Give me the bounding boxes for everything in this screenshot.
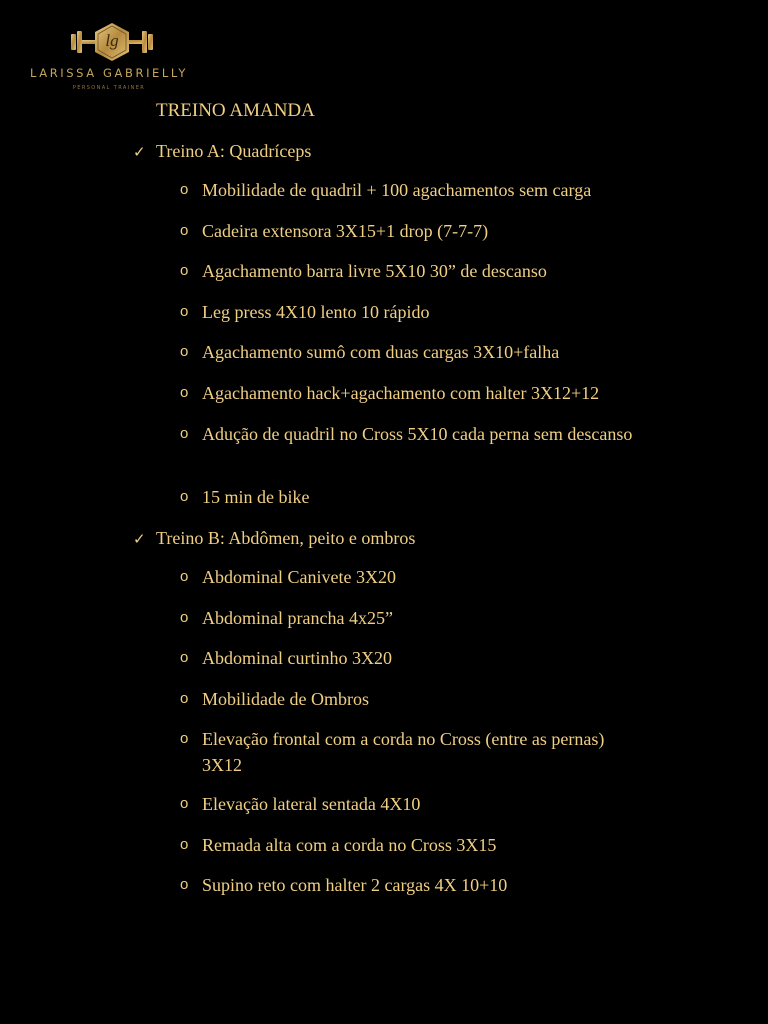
brand-subtitle: PERSONAL TRAINER — [72, 85, 146, 91]
exercise-text: Elevação frontal com a corda no Cross (entre as pernas) 3X12 — [202, 729, 605, 775]
bullet-icon: o — [180, 609, 189, 626]
exercise-text: Mobilidade de quadril + 100 agachamentos sem carga — [202, 180, 592, 200]
bullet-icon: o — [180, 690, 189, 707]
brand-name: LARISSA GABRIELLY — [29, 66, 189, 80]
list-item — [180, 380, 650, 406]
bullet-icon: o — [180, 425, 189, 442]
list-item — [180, 421, 640, 447]
bullet-icon: o — [180, 222, 189, 239]
list-item — [180, 791, 650, 817]
checkmark-icon: ✓ — [133, 143, 146, 161]
bullet-icon: o — [180, 384, 189, 401]
list-item — [180, 605, 650, 631]
bullet-icon: o — [180, 795, 189, 812]
list-item — [180, 218, 650, 244]
list-item — [180, 872, 650, 898]
section-heading-a — [133, 138, 311, 165]
exercise-text: Adução de quadril no Cross 5X10 cada perna sem descanso — [202, 424, 633, 444]
list-item — [180, 177, 650, 203]
exercise-text: Cadeira extensora 3X15+1 drop (7-7-7) — [202, 221, 489, 241]
list-item — [180, 339, 650, 365]
exercise-text: Leg press 4X10 lento 10 rápido — [202, 302, 430, 322]
bullet-icon: o — [180, 836, 189, 853]
list-item — [180, 299, 650, 325]
bullet-icon: o — [180, 876, 189, 893]
section-heading-text: Treino A: Quadríceps — [156, 141, 312, 161]
bullet-icon: o — [180, 568, 189, 585]
exercise-text: Abdominal curtinho 3X20 — [202, 648, 392, 668]
list-item — [180, 832, 650, 858]
list-item — [180, 258, 650, 284]
list-item — [180, 484, 650, 510]
bullet-icon: o — [180, 303, 189, 320]
exercise-text: Supino reto com halter 2 cargas 4X 10+10 — [202, 875, 508, 895]
exercise-text: Abdominal Canivete 3X20 — [202, 567, 396, 587]
exercise-text: Agachamento sumô com duas cargas 3X10+falha — [202, 342, 560, 362]
exercise-text: Remada alta com a corda no Cross 3X15 — [202, 835, 497, 855]
logo-monogram: lg — [105, 31, 119, 50]
list-item — [180, 645, 650, 671]
exercise-text: 15 min de bike — [202, 487, 310, 507]
bullet-icon: o — [180, 649, 189, 666]
list-item — [180, 564, 650, 590]
document-title: TREINO AMANDA — [156, 100, 315, 121]
brand-logo — [14, 20, 204, 96]
exercise-text: Mobilidade de Ombros — [202, 689, 369, 709]
list-item — [180, 726, 620, 778]
bullet-icon: o — [180, 488, 189, 505]
exercise-text: Elevação lateral sentada 4X10 — [202, 794, 421, 814]
bullet-icon: o — [180, 343, 189, 360]
bullet-icon: o — [180, 262, 189, 279]
section-heading-text: Treino B: Abdômen, peito e ombros — [156, 528, 416, 548]
bullet-icon: o — [180, 181, 189, 198]
section-heading-b — [133, 525, 415, 552]
exercise-text: Abdominal prancha 4x25” — [202, 608, 393, 628]
exercise-text: Agachamento hack+agachamento com halter 3X12+12 — [202, 383, 600, 403]
checkmark-icon: ✓ — [133, 530, 146, 548]
bullet-icon: o — [180, 730, 189, 747]
exercise-text: Agachamento barra livre 5X10 30” de descanso — [202, 261, 547, 281]
list-item — [180, 686, 650, 712]
